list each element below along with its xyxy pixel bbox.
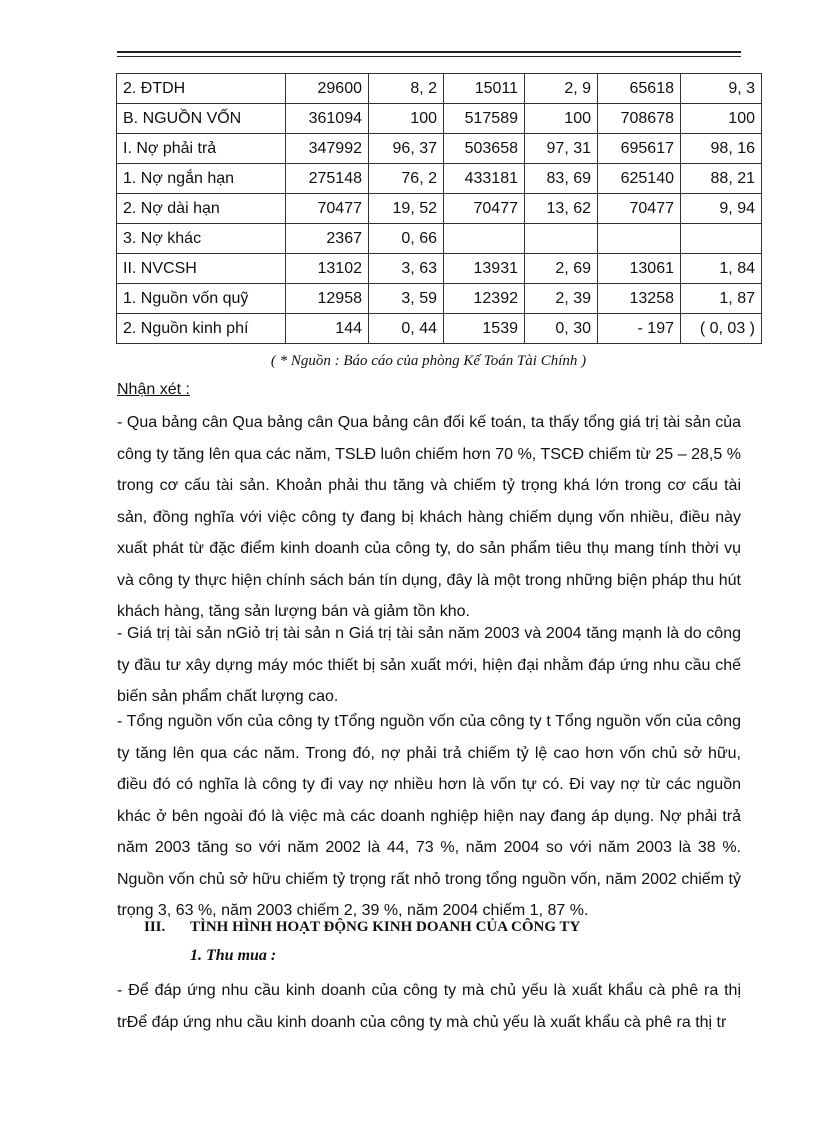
paragraph-purchasing: - Để đáp ứng nhu cầu kinh doanh của công ty mà chủ yếu là xuất khẩu cà phê ra thị trĐể đáp ứng nhu cầu kinh doanh của công ty mà chủ yếu là xuất khẩu cà phê ra thị tr (117, 982, 741, 1031)
cell-percent: 83, 69 (525, 164, 598, 194)
cell-value: 275148 (286, 164, 369, 194)
cell-percent: 13, 62 (525, 194, 598, 224)
table-row (117, 134, 762, 164)
cell-value: 433181 (444, 164, 525, 194)
cell-value: 361094 (286, 104, 369, 134)
cell-percent: 3, 63 (369, 254, 444, 284)
cell-value: 29600 (286, 74, 369, 104)
cell-value: 695617 (598, 134, 681, 164)
cell-value (444, 224, 525, 254)
cell-value: 144 (286, 314, 369, 344)
remarks-heading: Nhận xét : (117, 381, 190, 398)
cell-value: 517589 (444, 104, 525, 134)
cell-percent: 97, 31 (525, 134, 598, 164)
table-row (117, 164, 762, 194)
row-label: 2. ĐTDH (117, 74, 286, 104)
cell-percent: 2, 69 (525, 254, 598, 284)
cell-percent: 9, 94 (681, 194, 762, 224)
cell-percent: 1, 84 (681, 254, 762, 284)
balance-sheet-table (116, 73, 762, 344)
cell-percent: ( 0, 03 ) (681, 314, 762, 344)
cell-value: 70477 (598, 194, 681, 224)
cell-percent: 2, 9 (525, 74, 598, 104)
cell-percent: 8, 2 (369, 74, 444, 104)
cell-value: 13931 (444, 254, 525, 284)
cell-value: 347992 (286, 134, 369, 164)
cell-value: 70477 (444, 194, 525, 224)
row-label: 2. Nguồn kinh phí (117, 314, 286, 344)
row-label: B. NGUỒN VỐN (117, 104, 286, 134)
paragraph-capital-sources: - Tổng nguồn vốn của công ty tTổng nguồn vốn của công ty t Tổng nguồn vốn của công ty tăng lên qua các năm. Trong đó, nợ phải trả chiếm tỷ lệ cao hơn vốn chủ sở hữu, điều đó có nghĩa là công ty đi vay nợ nhiều hơn là vốn tự có. Đi vay nợ từ các nguồn khác ở bên ngoài đó là việc mà các doanh nghiệp hiện nay đang áp dụng. Nợ phải trả năm 2003 tăng so với năm 2002 là 44, 73 %, năm 2004 so với năm 2003 là 38 %. Nguồn vốn chủ sở hữu chiếm tỷ trọng rất nhỏ trong tổng nguồn vốn, năm 2002 chiếm tỷ trọng 3, 63 %, năm 2003 chiếm 2, 39 %, năm 2004 chiếm 1, 87 %. (117, 713, 741, 919)
cell-value: 708678 (598, 104, 681, 134)
cell-percent: 19, 52 (369, 194, 444, 224)
row-label: 3. Nợ khác (117, 224, 286, 254)
cell-value (598, 224, 681, 254)
cell-percent (525, 224, 598, 254)
table-row (117, 224, 762, 254)
cell-value: 1539 (444, 314, 525, 344)
cell-percent: 9, 3 (681, 74, 762, 104)
cell-percent: 76, 2 (369, 164, 444, 194)
table-row (117, 314, 762, 344)
cell-percent: 100 (525, 104, 598, 134)
table-row (117, 194, 762, 224)
cell-value: 13061 (598, 254, 681, 284)
cell-percent: 100 (681, 104, 762, 134)
row-label: 2. Nợ dài hạn (117, 194, 286, 224)
cell-percent: 100 (369, 104, 444, 134)
cell-percent: 3, 59 (369, 284, 444, 314)
cell-percent: 1, 87 (681, 284, 762, 314)
paragraph-asset-value: - Giá trị tài sản nGiỏ trị tài sản n Giá trị tài sản năm 2003 và 2004 tăng mạnh là do công ty đầu tư xây dựng máy móc thiết bị sản xuất mới, hiện đại nhằm đáp ứng nhu cầu chế biến sản phẩm chất lượng cao. (117, 625, 741, 705)
table-source-note: ( * Nguồn : Báo cáo của phòng Kế Toán Tài Chính ) (270, 353, 587, 369)
row-label: II. NVCSH (117, 254, 286, 284)
cell-percent (681, 224, 762, 254)
cell-value: 625140 (598, 164, 681, 194)
cell-percent: 0, 44 (369, 314, 444, 344)
cell-value: 2367 (286, 224, 369, 254)
cell-percent: 96, 37 (369, 134, 444, 164)
cell-value: 13102 (286, 254, 369, 284)
cell-value: 503658 (444, 134, 525, 164)
table-row (117, 104, 762, 134)
table-row (117, 284, 762, 314)
cell-percent: 98, 16 (681, 134, 762, 164)
row-label: 1. Nguồn vốn quỹ (117, 284, 286, 314)
cell-value: 15011 (444, 74, 525, 104)
cell-percent: 0, 30 (525, 314, 598, 344)
cell-percent: 0, 66 (369, 224, 444, 254)
cell-value: 65618 (598, 74, 681, 104)
cell-value: 12392 (444, 284, 525, 314)
table-row (117, 254, 762, 284)
row-label: I. Nợ phải trả (117, 134, 286, 164)
section-title: TÌNH HÌNH HOẠT ĐỘNG KINH DOANH CỦA CÔNG TY (190, 919, 581, 935)
header-rule-thick (117, 51, 741, 53)
row-label: 1. Nợ ngắn hạn (117, 164, 286, 194)
paragraph-assets: - Qua bảng cân Qua bảng cân Qua bảng cân đối kế toán, ta thấy tổng giá trị tài sản của công ty tăng lên qua các năm, TSLĐ luôn chiếm hơn 70 %, TSCĐ chiếm từ 25 – 28,5 % trong cơ cấu tài sản. Khoản phải thu tăng và chiếm tỷ trọng khá lớn trong cơ cấu tài sản, đồng nghĩa với việc công ty đang bị khách hàng chiếm dụng vốn nhiều, điều này xuất phát từ đặc điểm kinh doanh của công ty, do sản phẩm tiêu thụ mang tính thời vụ và công ty thực hiện chính sách bán tín dụng, đây là một trong những biện pháp thu hút khách hàng, tăng sản lượng bán và giảm tồn kho. (117, 414, 741, 620)
subsection-title: 1. Thu mua : (190, 947, 277, 964)
cell-value: 70477 (286, 194, 369, 224)
cell-value: 13258 (598, 284, 681, 314)
cell-value: - 197 (598, 314, 681, 344)
cell-value: 12958 (286, 284, 369, 314)
header-rule-thin (117, 56, 741, 57)
cell-percent: 2, 39 (525, 284, 598, 314)
cell-percent: 88, 21 (681, 164, 762, 194)
section-number: III. (144, 919, 166, 935)
table-row (117, 74, 762, 104)
